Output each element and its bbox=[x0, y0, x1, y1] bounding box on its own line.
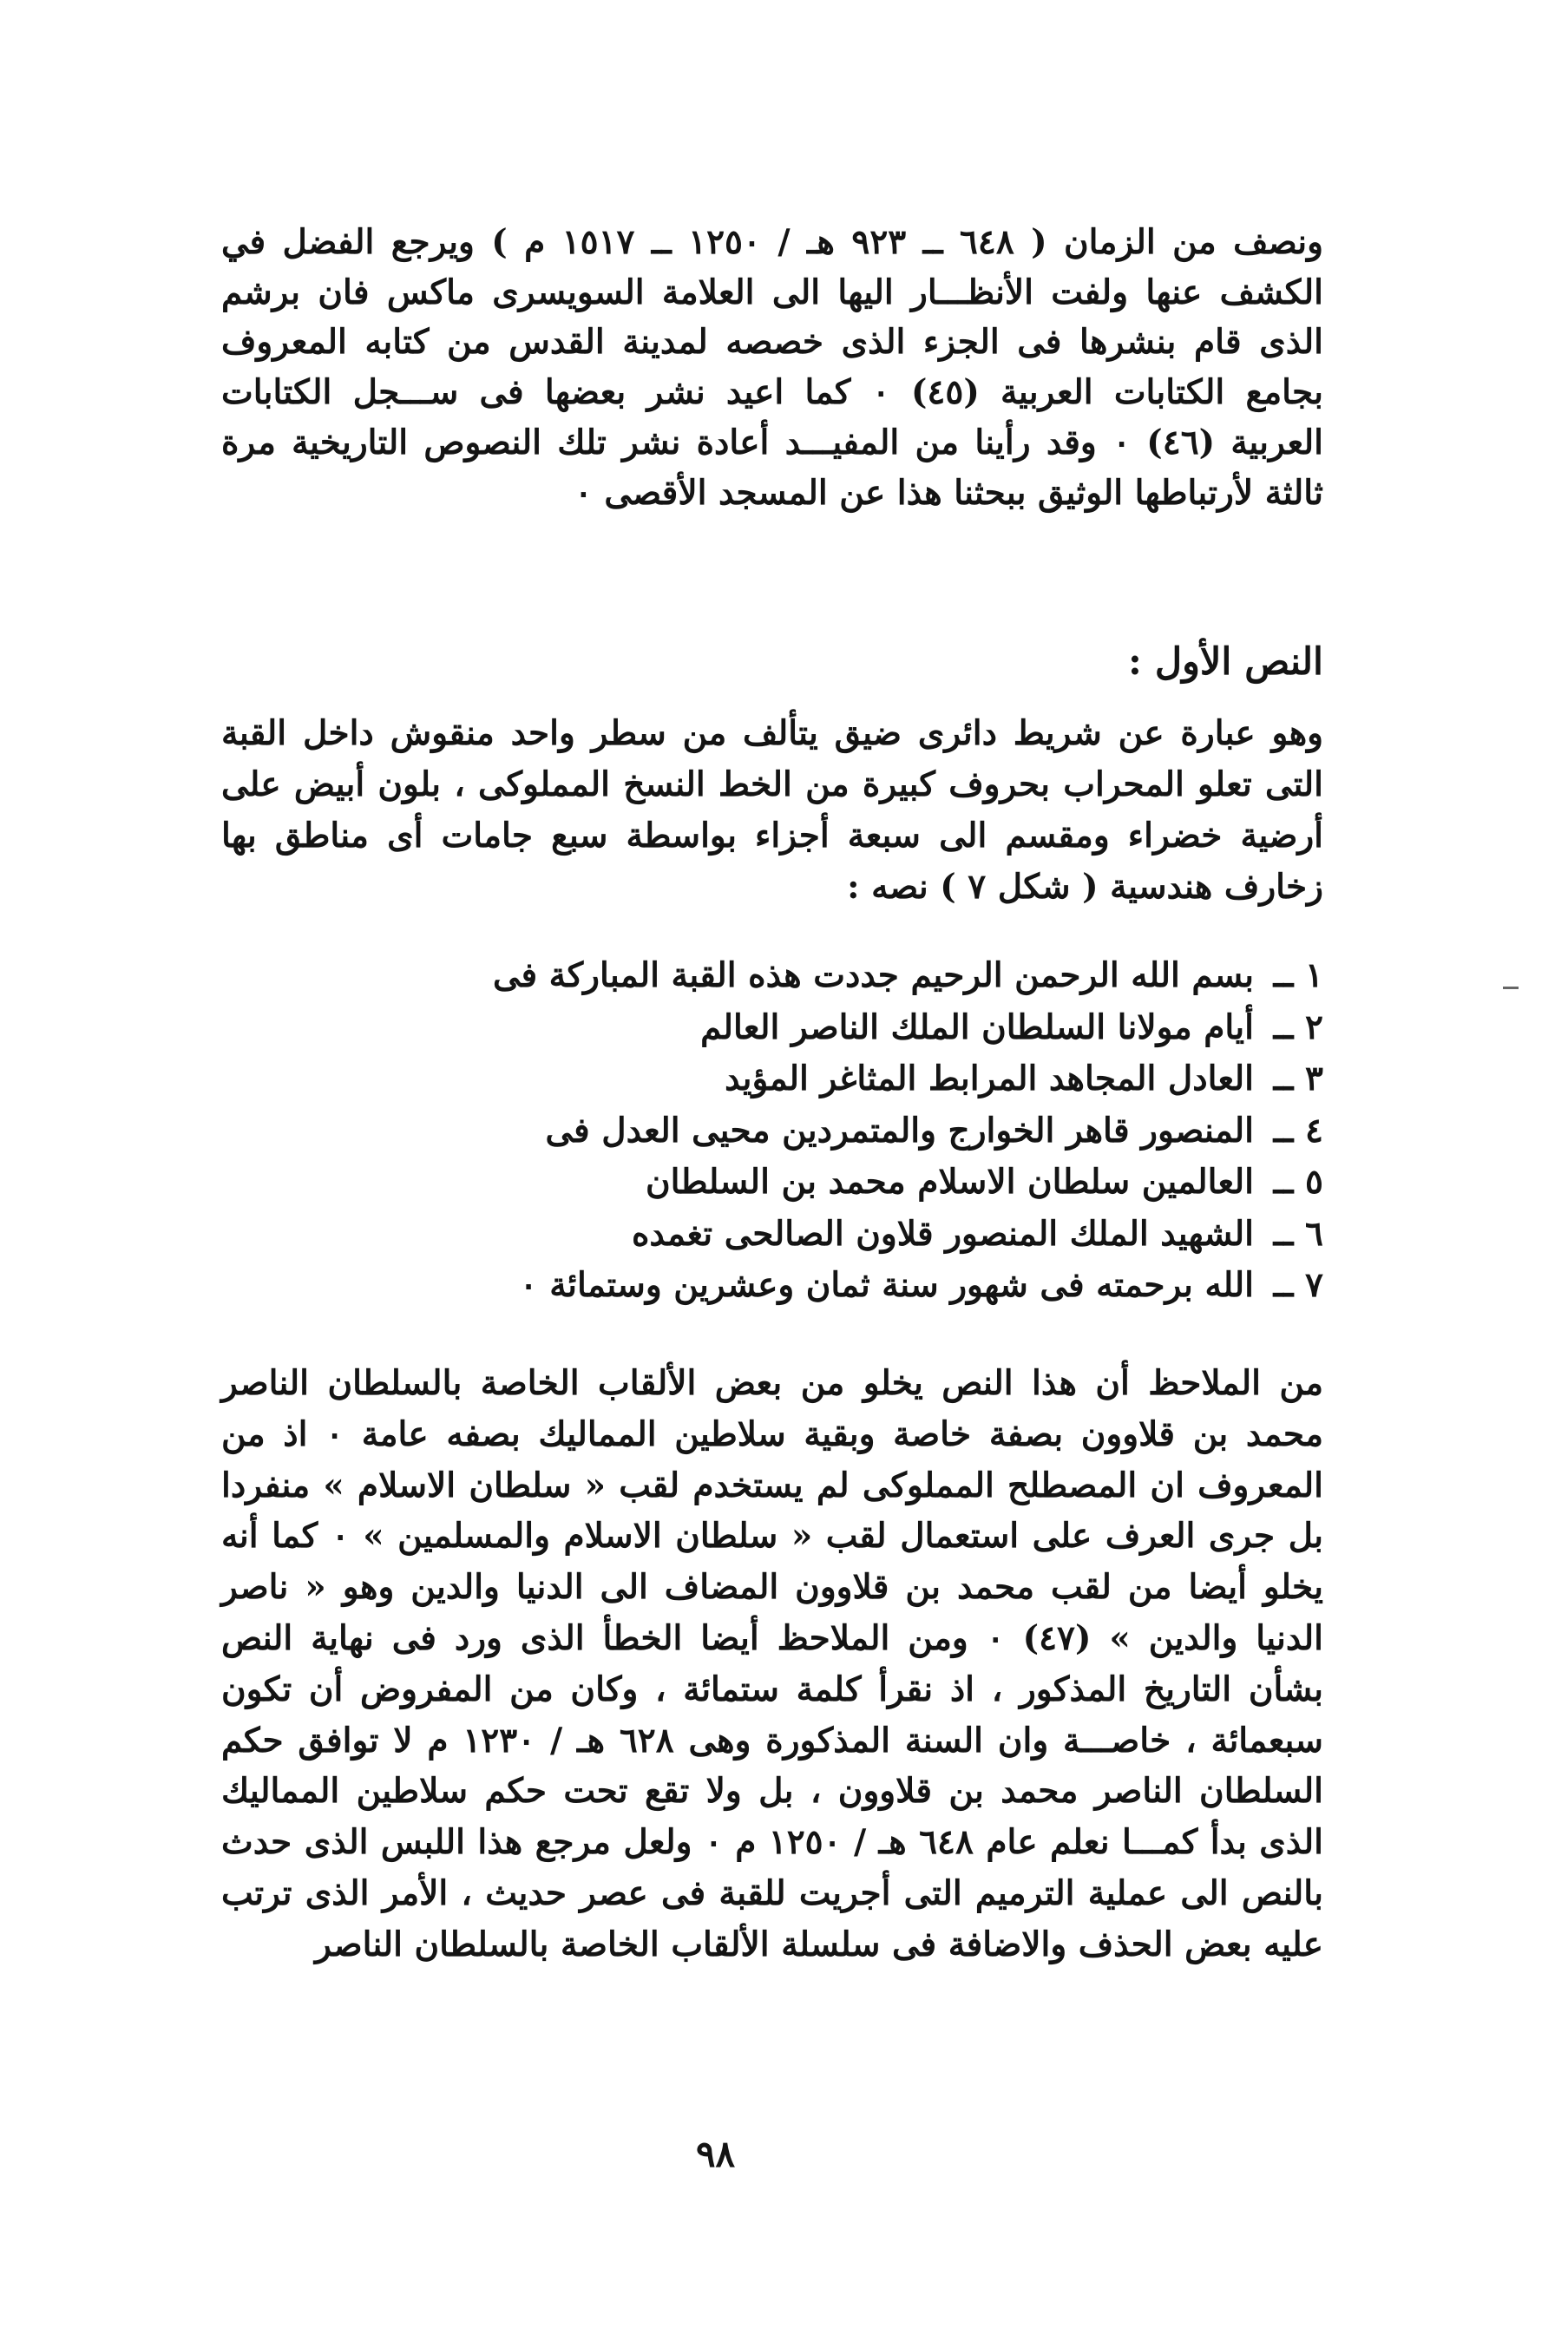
inscription-line-text: الشهيد الملك المنصور قلاون الصالحى تغمده bbox=[632, 1213, 1254, 1254]
inscription-line bbox=[412, 1260, 1323, 1312]
inscription-line-text: العادل المجاهد المرابط المثاغر المؤيد bbox=[725, 1059, 1254, 1098]
inscription-line-text: الله برحمته فى شهور سنة ثمان وعشرين وستمائة ٠ bbox=[519, 1265, 1254, 1305]
inscription-line-number: ٢ ــ bbox=[1273, 1007, 1323, 1047]
inscription-line-text: بسم الله الرحمن الرحيم جددت هذه القبة المباركة فى bbox=[492, 955, 1254, 995]
inscription-line-text: المنصور قاهر الخوارج والمتمردين محيى العدل فى bbox=[545, 1110, 1254, 1151]
inscription-line bbox=[412, 1053, 1323, 1105]
inscription-line-number: ٦ ــ bbox=[1273, 1213, 1323, 1254]
inscription-line-number: ٣ ــ bbox=[1273, 1059, 1323, 1098]
intro-paragraph: ونصف من الزمان ( ٦٤٨ ــ ٩٢٣ هـ / ١٢٥٠ ــ ١٥١٧ م ) ويرجع الفضل في الكشف عنها ولفت الأنظـــار اليها الى العلامة السويسرى ماكس فان برشم الذى قام بنشرها فى الجزء الذى خصصه لمدينة القدس من كتابه المعروف بجامع الكتابات العربية (٤٥) ٠ كما اعيد نشر بعضها فى ســـجل الكتابات العربية (٤٦) ٠ وقد رأينا من المفيـــد أعادة نشر تلك النصوص التاريخية مرة ثالثة لأرتباطها الوثيق ببحثنا هذا عن المسجد الأقصى ٠ bbox=[221, 222, 1324, 513]
inscription-list bbox=[412, 950, 1323, 1312]
margin-mark bbox=[1503, 987, 1519, 989]
inscription-line bbox=[412, 1002, 1323, 1054]
inscription-line bbox=[412, 950, 1323, 1002]
inscription-line-number: ٧ ــ bbox=[1273, 1265, 1323, 1305]
inscription-line bbox=[412, 1209, 1323, 1261]
section-heading: النص الأول : bbox=[1128, 640, 1323, 684]
inscription-line bbox=[412, 1157, 1323, 1209]
inscription-line-number: ٥ ــ bbox=[1273, 1162, 1323, 1202]
inscription-line-text: أيام مولانا السلطان الملك الناصر العالم bbox=[700, 1007, 1254, 1047]
page-number: ٩٨ bbox=[696, 2133, 736, 2175]
inscription-line-number: ٤ ــ bbox=[1273, 1110, 1323, 1151]
inscription-line-number: ١ ــ bbox=[1273, 955, 1323, 995]
description-paragraph: وهو عبارة عن شريط دائرى ضيق يتألف من سطر واحد منقوش داخل القبة التى تعلو المحراب بحروف كبيرة من الخط النسخ المملوكى ، بلون أبيض على أرضية خضراء ومقسم الى سبعة أجزاء بواسطة سبع جامات أى مناطق بها زخارف هندسية ( شكل ٧ ) نصه : bbox=[221, 713, 1323, 907]
inscription-line bbox=[412, 1105, 1323, 1157]
inscription-line-text: العالمين سلطان الاسلام محمد بن السلطان bbox=[645, 1162, 1254, 1202]
commentary-paragraph: من الملاحظ أن هذا النص يخلو من بعض الألقاب الخاصة بالسلطان الناصر محمد بن قلاوون بصفة خاصة وبقية سلاطين المماليك بصفه عامة ٠ اذ من المعروف ان المصطلح المملوكى لم يستخدم لقب « سلطان الاسلام » منفردا بل جرى العرف على استعمال لقب « سلطان الاسلام والمسلمين » ٠ كما أنه يخلو أيضا من لقب محمد بن قلاوون المضاف الى الدنيا والدين وهو « ناصر الدنيا والدين » (٤٧) ٠ ومن الملاحظ أيضا الخطأ الذى ورد فى نهاية النص بشأن التاريخ المذكور ، اذ نقرأ كلمة ستمائة ، وكان من المفروض أن تكون سبعمائة ، خاصـــة وان السنة المذكورة وهى ٦٢٨ هـ / ١٢٣٠ م لا توافق حكم السلطان الناصر محمد بن قلاوون ، بل ولا تقع تحت حكم سلاطين المماليك الذى بدأ كمـــا نعلم عام ٦٤٨ هـ / ١٢٥٠ م ٠ ولعل مرجع هذا اللبس الذى حدث بالنص الى عملية الترميم التى أجريت للقبة فى عصر حديث ، الأمر الذى ترتب عليه بعض الحذف والاضافة فى سلسلة الألقاب الخاصة بالسلطان الناصر bbox=[221, 1363, 1324, 1964]
